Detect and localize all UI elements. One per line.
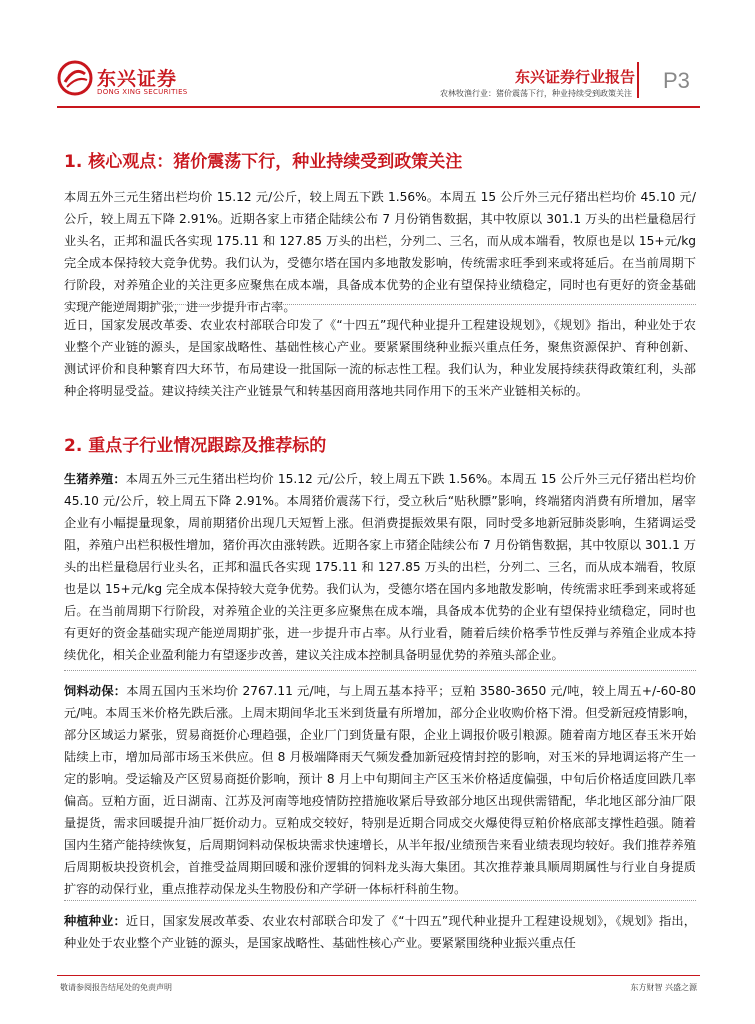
item-label: 种植种业：: [64, 914, 126, 928]
logo-icon: [57, 60, 93, 96]
section-1-paragraph-1: 本周五外三元生猪出栏均价 15.12 元/公斤，较上周五下跌 1.56%。本周五 15 公斤外三元仔猪出栏均价 45.10 元/公斤，较上周五下降 2.91%。近期各家上市猪企陆续公布 7 月份销售数据，其中牧原以 301.1 万头的出栏量稳居行业头名，正邦和温氏各实现 175.11 和 127.85 万头的出栏，分列二、三名，而从成本端看，牧原也是以 15+元/kg 完全成本保持较大竞争优势。我们认为，受德尔塔在国内多地散发影响，传统需求旺季到来或将延后。在当前周期下行阶段，对养殖企业的关注更多应聚焦在成本端，具备成本优势的企业有望保持业绩稳定，同时也有更好的资金基础实现产能逆周期扩张，进一步提升市占率。: [64, 190, 696, 314]
section-2-title: 2. 重点子行业情况跟踪及推荐标的: [64, 436, 327, 456]
report-subtitle: 农林牧渔行业：猪价震荡下行，种业持续受到政策关注: [440, 89, 632, 98]
footer-disclaimer: 敬请参阅报告结尾处的免责声明: [60, 983, 172, 992]
page-number: P3: [663, 68, 690, 93]
section-1-title: 1. 核心观点：猪价震荡下行，种业持续受到政策关注: [64, 152, 463, 172]
item-planting-seed: [64, 910, 696, 954]
item-text: 近日，国家发展改革委、农业农村部联合印发了《“十四五”现代种业提升工程建设规划》，《规划》指出，种业处于农业整个产业链的源头，是国家战略性、基础性核心产业。要紧紧围绕种业振兴重点任: [64, 914, 696, 950]
item-hog-farming: [64, 468, 696, 666]
item-text: 本周五外三元生猪出栏均价 15.12 元/公斤，较上周五下跌 1.56%。本周五 15 公斤外三元仔猪出栏均价 45.10 元/公斤，较上周五下降 2.91%。本周猪价震荡下行，受立秋后“贴秋膘”影响，终端猪肉消费有所增加，屠宰企业有小幅提量现象，周前期猪价出现几天短暂上涨。但消费提振效果有限，同时受多地新冠肺炎影响，生猪调运受阻，养殖户出栏积极性增加，猪价再次由涨转跌。近期各家上市猪企陆续公布 7 月份销售数据，其中牧原以 301.1 万头的出栏量稳居行业头名，正邦和温氏各实现 175.11 和 127.85 万头的出栏，分列二、三名，而从成本端看，牧原也是以 15+元/kg 完全成本保持较大竞争优势。我们认为，受德尔塔在国内多地散发影响，传统需求旺季到来或将延后。在当前周期下行阶段，对养殖企业的关注更多应聚焦在成本端，具备成本优势的企业有望保持业绩稳定，同时也有更好的资金基础实现产能逆周期扩张，进一步提升市占率。从行业看，随着后续价格季节性反弹与养殖企业成本持续优化，相关企业盈利能力有望逐步改善，建议关注成本控制具备明显优势的养殖头部企业。: [64, 472, 697, 662]
dotted-divider: [64, 304, 696, 305]
item-label: 生猪养殖：: [64, 472, 126, 486]
footer-rule: [57, 975, 700, 976]
item-text: 本周五国内玉米均价 2767.11 元/吨，与上周五基本持平；豆粕 3580-3650 元/吨，较上周五+/-60-80 元/吨。本周玉米价格先跌后涨。上周末期间华北玉米到货量有所增加，部分企业收购价格下滑。但受新冠疫情影响，部分区域运力紧张，贸易商挺价心理趋强，企业厂门到货量有限，企业上调报价吸引粮源。随着南方地区春玉米开始陆续上市，增加局部市场玉米供应。但 8 月极端降雨天气频发叠加新冠疫情封控的影响，对玉米的异地调运将产生一定的影响。受运输及产区贸易商挺价影响，预计 8 月上中旬期间主产区玉米价格适度偏强，中旬后价格适度回跌几率偏高。豆粕方面，近日湖南、江苏及河南等地疫情防控措施收紧后导致部分地区出现供需错配，华北地区部分油厂限量提货，需求回暖提升油厂挺价动力。豆粕成交较好，特别是近期合同成交火爆使得豆粕价格底部支撑性趋强。随着国内生猪产能持续恢复，后周期饲料动保板块需求快速增长，从半年报/业绩预告来看业绩表现均较好。我们推荐养殖后周期板块投资机会，首推受益周期回暖和涨价逻辑的饲料龙头海大集团。其次推荐兼具顺周期属性与行业自身提质扩容的动保行业，重点推荐动保龙头生物股份和产学研一体标杆科前生物。: [64, 684, 697, 896]
dotted-divider: [64, 670, 696, 671]
item-label: 饲料动保：: [64, 684, 127, 698]
dotted-divider: [64, 900, 696, 901]
footer-slogan: 东方财智 兴盛之源: [630, 983, 697, 992]
logo-text: 东兴证券: [97, 68, 178, 90]
company-logo: [57, 60, 197, 104]
header-divider: [637, 62, 639, 98]
section-1-paragraph-2: 近日，国家发展改革委、农业农村部联合印发了《“十四五”现代种业提升工程建设规划》，《规划》指出，种业处于农业整个产业链的源头，是国家战略性、基础性核心产业。要紧紧围绕种业振兴重点任务，聚焦资源保护、育种创新、测试评价和良种繁育四大环节，布局建设一批国际一流的标志性工程。我们认为，种业发展持续获得政策红利，头部种企将明显受益。建议持续关注产业链景气和转基因商用落地共同作用下的玉米产业链相关标的。: [64, 318, 696, 398]
report-title: 东兴证券行业报告: [514, 68, 635, 86]
logo-en-text: DONG XING SECURITIES: [97, 88, 188, 96]
item-feed-animal-health: [64, 680, 696, 900]
header-rule: [57, 106, 700, 108]
